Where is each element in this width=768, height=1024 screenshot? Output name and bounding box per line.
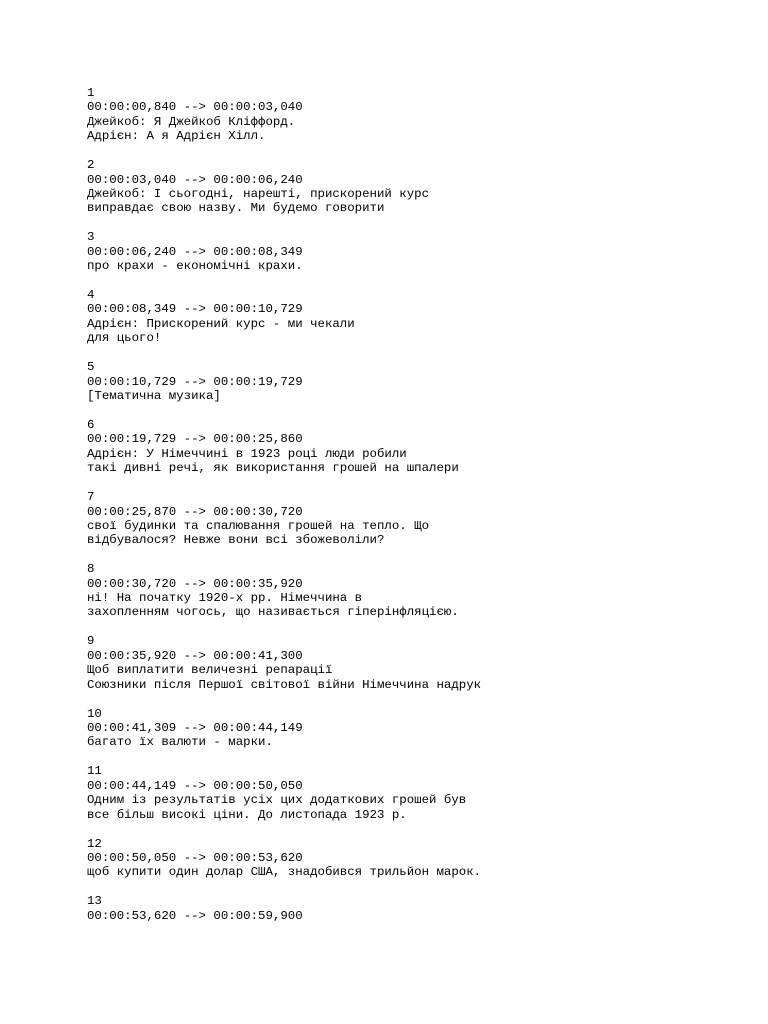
subtitle-cue bbox=[87, 418, 727, 476]
cue-text-line: Одним із результатів усіх цих додаткових грошей був bbox=[87, 793, 467, 808]
cue-text-line: про крахи - економічні крахи. bbox=[87, 259, 303, 274]
cue-number: 10 bbox=[87, 706, 102, 721]
subtitle-cue bbox=[87, 360, 727, 403]
cue-timestamp: 00:00:10,729 --> 00:00:19,729 bbox=[87, 374, 303, 389]
cue-text-line: Союзники після Першої світової війни Німеччина надрук bbox=[87, 677, 482, 692]
cue-text-line: все більш високі ціни. До листопада 1923 р. bbox=[87, 807, 407, 822]
cue-number: 11 bbox=[87, 764, 102, 779]
subtitle-cue bbox=[87, 86, 727, 144]
cue-number: 7 bbox=[87, 490, 95, 505]
subtitle-cue bbox=[87, 894, 727, 923]
subtitle-cue bbox=[87, 707, 727, 750]
cue-text-line: щоб купити один долар США, знадобився трильйон марок. bbox=[87, 865, 482, 880]
cue-text-line: для цього! bbox=[87, 331, 162, 346]
cue-timestamp: 00:00:25,870 --> 00:00:30,720 bbox=[87, 504, 303, 519]
cue-number: 1 bbox=[87, 86, 95, 100]
cue-number: 8 bbox=[87, 562, 95, 577]
cue-timestamp: 00:00:53,620 --> 00:00:59,900 bbox=[87, 908, 303, 923]
subtitle-cue bbox=[87, 837, 727, 880]
cue-timestamp: 00:00:41,309 --> 00:00:44,149 bbox=[87, 721, 303, 736]
cue-text-line: Джейкоб: І сьогодні, нарешті, прискорений курс bbox=[87, 186, 430, 201]
cue-text-line: багато їх валюти - марки. bbox=[87, 735, 273, 750]
cue-timestamp: 00:00:30,720 --> 00:00:35,920 bbox=[87, 576, 303, 591]
cue-timestamp: 00:00:50,050 --> 00:00:53,620 bbox=[87, 850, 303, 865]
cue-text-line: ні! На початку 1920-х рр. Німеччина в bbox=[87, 591, 363, 606]
subtitle-cue bbox=[87, 764, 727, 822]
subtitle-cue bbox=[87, 562, 727, 620]
cue-text-line: захопленням чогось, що називається гіперінфляцією. bbox=[87, 605, 459, 620]
cue-timestamp: 00:00:35,920 --> 00:00:41,300 bbox=[87, 648, 303, 663]
cue-text-line: Джейкоб: Я Джейкоб Кліффорд. bbox=[87, 114, 296, 129]
cue-number: 2 bbox=[87, 158, 95, 173]
cue-number: 12 bbox=[87, 836, 102, 851]
subtitle-text bbox=[87, 86, 727, 938]
subtitle-cue bbox=[87, 230, 727, 273]
cue-text-line: Щоб виплатити величезні репарації bbox=[87, 663, 333, 678]
cue-timestamp: 00:00:08,349 --> 00:00:10,729 bbox=[87, 302, 303, 317]
cue-text-line: виправдає свою назву. Ми будемо говорити bbox=[87, 201, 385, 216]
cue-text-line: Адрієн: У Німеччині в 1923 році люди робили bbox=[87, 446, 407, 461]
cue-timestamp: 00:00:00,840 --> 00:00:03,040 bbox=[87, 100, 303, 115]
cue-number: 3 bbox=[87, 230, 95, 245]
cue-timestamp: 00:00:03,040 --> 00:00:06,240 bbox=[87, 172, 303, 187]
cue-text-line: Адрієн: Прискорений курс - ми чекали bbox=[87, 316, 355, 331]
cue-number: 5 bbox=[87, 360, 95, 375]
cue-text-line: [Тематична музика] bbox=[87, 389, 221, 404]
cue-text-line: свої будинки та спалювання грошей на тепло. Що bbox=[87, 518, 430, 533]
cue-timestamp: 00:00:44,149 --> 00:00:50,050 bbox=[87, 778, 303, 793]
cue-timestamp: 00:00:19,729 --> 00:00:25,860 bbox=[87, 432, 303, 447]
cue-timestamp: 00:00:06,240 --> 00:00:08,349 bbox=[87, 244, 303, 259]
cue-number: 6 bbox=[87, 418, 95, 432]
cue-text-line: Адрієн: А я Адрієн Хілл. bbox=[87, 129, 266, 144]
subtitle-cue bbox=[87, 490, 727, 548]
cue-text-line: відбувалося? Невже вони всі збожеволіли? bbox=[87, 533, 385, 548]
cue-number: 9 bbox=[87, 634, 95, 649]
subtitle-cue bbox=[87, 158, 727, 216]
cue-text-line: такі дивні речі, як використання грошей на шпалери bbox=[87, 461, 459, 476]
subtitle-cue bbox=[87, 634, 727, 692]
subtitle-cue bbox=[87, 288, 727, 346]
cue-number: 13 bbox=[87, 894, 102, 909]
cue-number: 4 bbox=[87, 288, 95, 303]
